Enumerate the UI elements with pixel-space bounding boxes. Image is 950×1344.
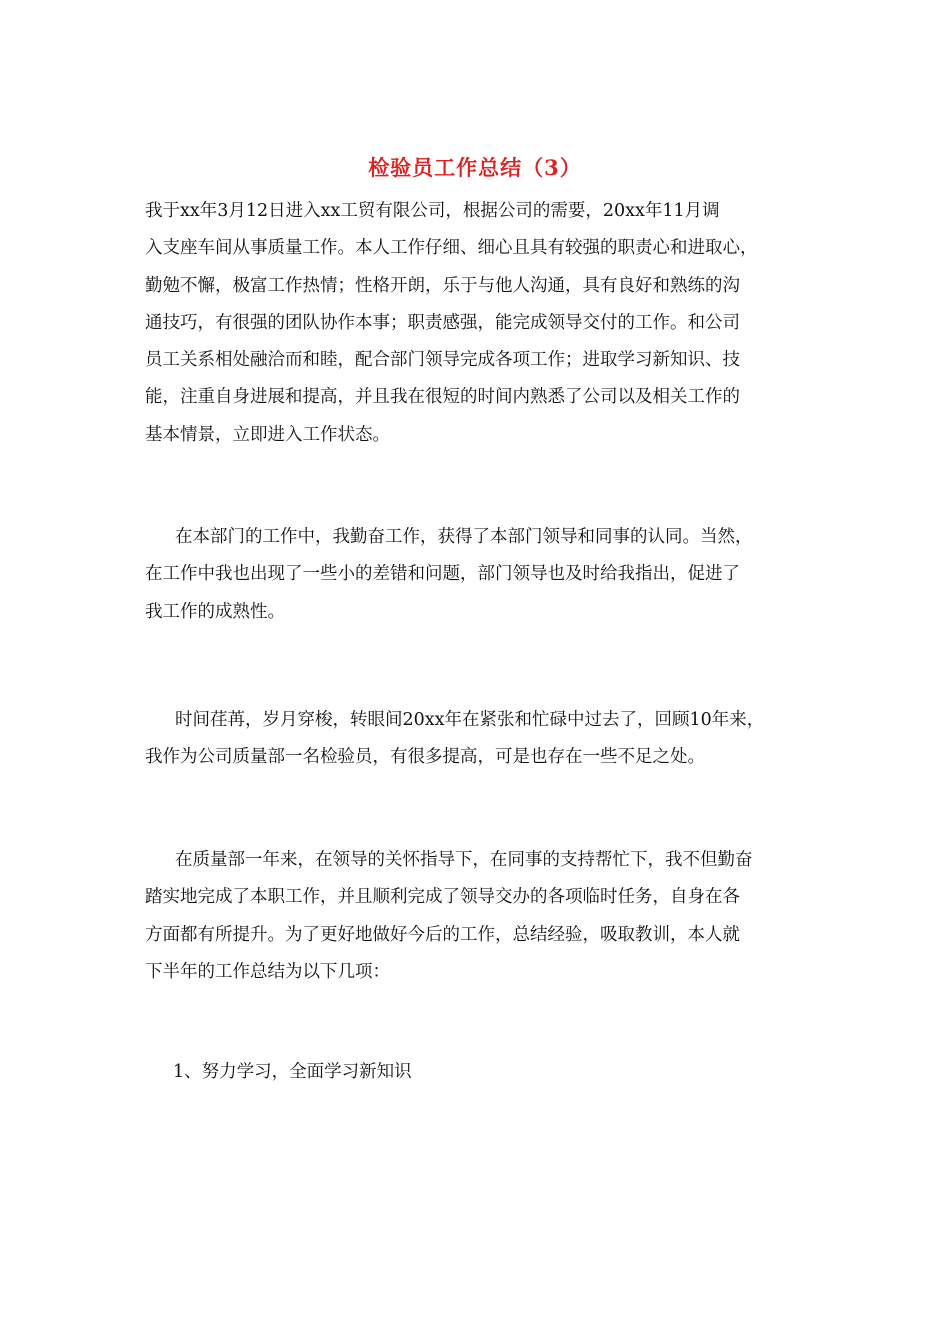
paragraph-line: 基本情景，立即进入工作状态。 <box>145 424 390 445</box>
paragraph-line: 方面都有所提升。为了更好地做好今后的工作，总结经验，吸取教训，本人就 <box>145 924 740 945</box>
paragraph-review <box>145 702 809 777</box>
paragraph-line: 我作为公司质量部一名检验员，有很多提高，可是也存在一些不足之处。 <box>145 747 705 768</box>
paragraph-line: 下半年的工作总结为以下几项： <box>145 961 390 982</box>
paragraph-intro <box>145 193 809 454</box>
paragraph-line: 我于xx年3月12日进入xx工贸有限公司，根据公司的需要，20xx年11月调 <box>145 201 720 221</box>
paragraph-line: 能，注重自身进展和提高，并且我在很短的时间内熟悉了公司以及相关工作的 <box>145 387 740 408</box>
paragraph-line: 入支座车间从事质量工作。本人工作仔细、细心且具有较强的职责心和进取心， <box>145 238 758 259</box>
paragraph-line: 踏实地完成了本职工作，并且顺利完成了领导交办的各项临时任务，自身在各 <box>145 887 740 908</box>
paragraph-line: 在工作中我也出现了一些小的差错和问题，部门领导也及时给我指出，促进了 <box>145 564 740 585</box>
paragraph-department-work <box>145 519 809 631</box>
paragraph-line: 通技巧，有很强的团队协作本事；职责感强，能完成领导交付的工作。和公司 <box>145 312 740 333</box>
paragraph-line: 时间荏苒，岁月穿梭，转眼间20xx年在紧张和忙碌中过去了，回顾10年来， <box>175 710 765 730</box>
document-title: 检验员工作总结（3） <box>368 155 582 180</box>
paragraph-line: 在本部门的工作中，我勤奋工作，获得了本部门领导和同事的认同。当然， <box>175 527 753 547</box>
paragraph-line: 勤勉不懈，极富工作热情；性格开朗，乐于与他人沟通，具有良好和熟练的沟 <box>145 275 740 296</box>
paragraph-summary-intro <box>145 842 809 991</box>
paragraph-line: 员工关系相处融洽而和睦，配合部门领导完成各项工作；进取学习新知识、技 <box>145 350 740 371</box>
list-item-heading: 1、努力学习，全面学习新知识 <box>173 1062 412 1082</box>
paragraph-line: 在质量部一年来，在领导的关怀指导下，在同事的支持帮忙下，我不但勤奋 <box>175 850 753 870</box>
paragraph-line: 我工作的成熟性。 <box>145 601 285 622</box>
